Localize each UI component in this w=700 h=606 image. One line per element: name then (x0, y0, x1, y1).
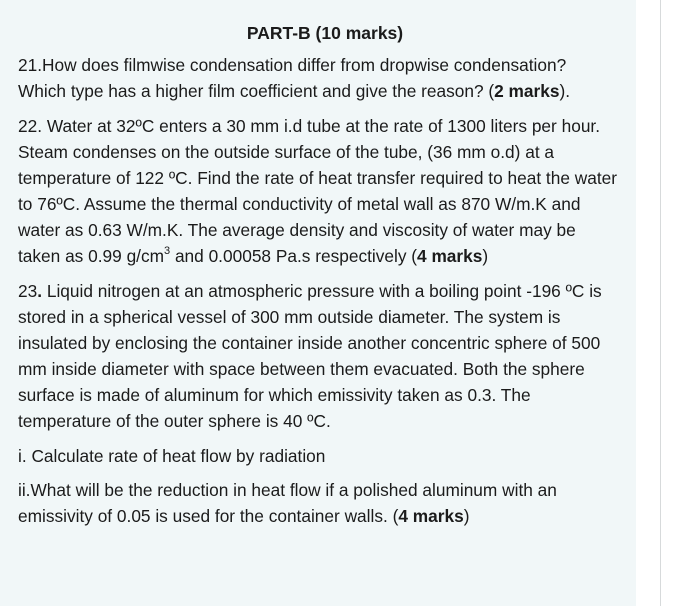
question-21-tail: ). (559, 81, 571, 101)
question-21-number: 21. (18, 55, 43, 75)
question-23-text: Liquid nitrogen at an atmospheric pressure with a boiling point -196 ºC is stored in a spherical vessel of 300 mm outside diameter. The system is insulated by enclosing the container inside another concentric sphere of 500 mm inside diameter with space between them evacuated. Both the sphere surface is made of aluminum for which emissivity taken as 0.3. The temperature of the outer sphere is 40 ºC. (18, 281, 602, 431)
question-22-text: 22. Water at 32ºC enters a 30 mm i.d tube at the rate of 1300 liters per hour. Steam condenses on the outside surface of the tube, (36 mm o.d) at a temperature of 122 ºC. Find the rate of heat transfer required to heat the water to 76ºC. Assume the thermal conductivity of metal wall as 870 W/m.K and water as 0.63 W/m.K. The average density and viscosity of water may be taken as 0.99 g/cm (18, 116, 618, 266)
question-23 (18, 278, 618, 434)
section-title: PART-B (10 marks) (246, 23, 404, 43)
question-23-part-ii-tail: ) (463, 506, 470, 526)
document-content (18, 20, 618, 537)
question-23-part-ii-marks: 4 marks (398, 506, 464, 526)
question-22-marks: 4 marks (417, 246, 483, 266)
question-23-part-i: i. Calculate rate of heat flow by radiation (18, 446, 326, 466)
question-23-part-ii-text: ii.What will be the reduction in heat flow if a polished aluminum with an emissivity of 0.05 is used for the container walls. ( (18, 480, 557, 526)
superscript-3: 3 (164, 245, 171, 258)
question-23-part-ii (18, 477, 618, 529)
question-21-marks: 2 marks (494, 81, 560, 101)
question-21 (18, 52, 618, 104)
question-23-dot: . (37, 281, 43, 301)
page-divider (660, 0, 661, 606)
question-22-text-continued: and 0.00058 Pa.s respectively ( (170, 246, 418, 266)
question-22 (18, 113, 618, 269)
question-22-tail: ) (482, 246, 489, 266)
question-21-text: How does filmwise condensation differ from dropwise condensation? Which type has a higher film coefficient and give the reason? ( (18, 55, 567, 101)
question-23-number: 23 (18, 281, 38, 301)
